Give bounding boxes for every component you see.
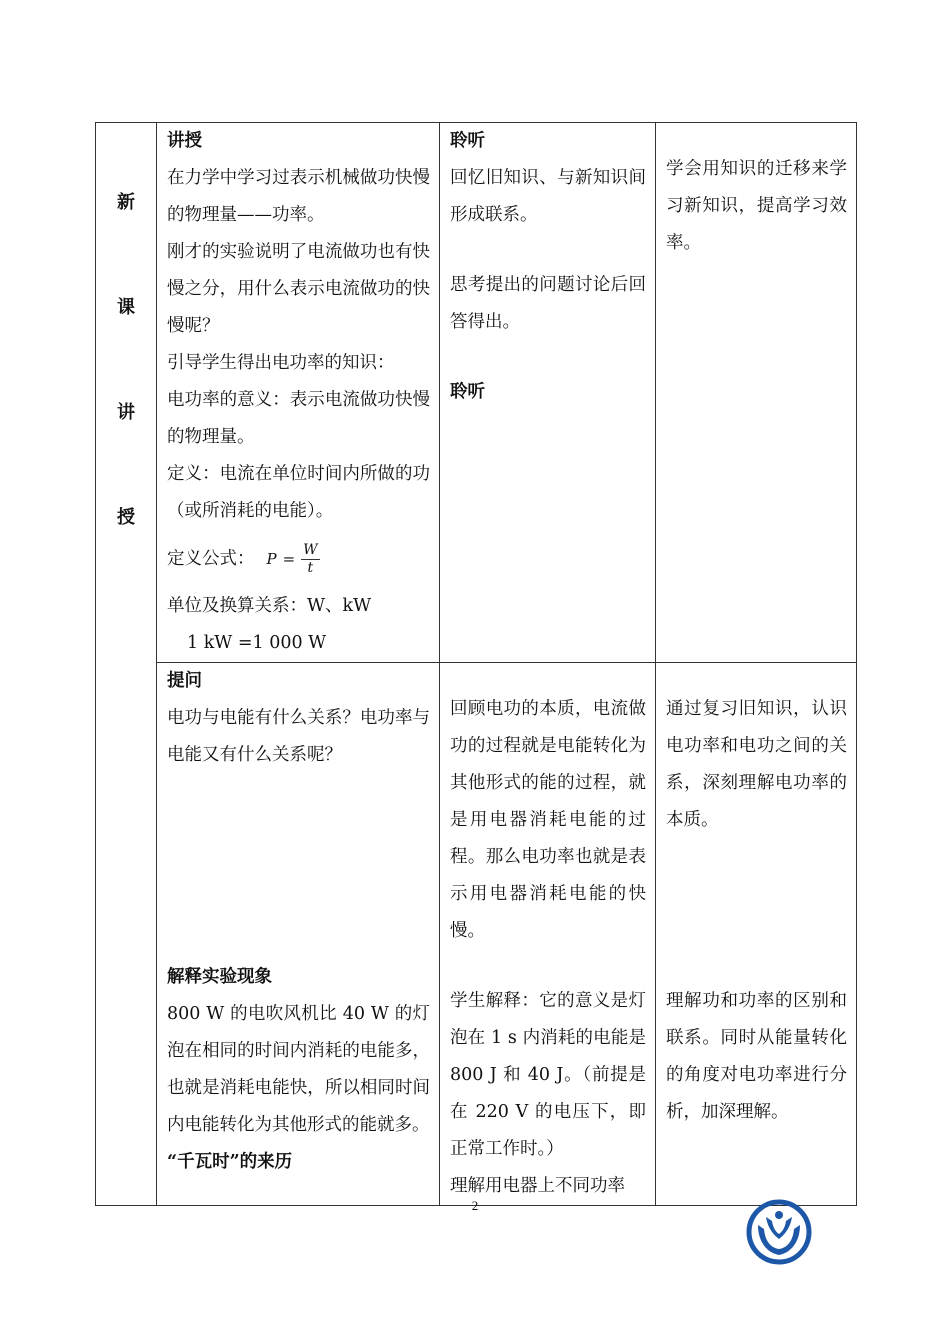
teacher-paragraph: 引导学生得出电功率的知识： <box>167 353 395 373</box>
formula-numerator: W <box>303 541 318 558</box>
teacher-paragraph: 刚才的实验说明了电流做功也有快慢之分，用什么表示电流做功的快慢呢？ <box>167 242 430 336</box>
section-char: 授 <box>117 507 135 528</box>
conversion-line: 1 kW =1 000 W <box>187 633 327 653</box>
student-activity-cell <box>440 663 656 1206</box>
teacher-activity-cell <box>157 123 440 663</box>
teacher-activity-cell <box>157 663 440 1206</box>
teacher-heading: “千瓦时”的来历 <box>167 1152 293 1172</box>
table-row <box>96 123 857 663</box>
student-text: 回忆旧知识、与新知识间形成联系。 <box>450 168 646 225</box>
teacher-heading: 提问 <box>167 671 202 691</box>
intent-text: 学会用知识的迁移来学习新知识，提高学习效率。 <box>666 159 847 253</box>
formula-line <box>167 530 430 588</box>
intent-text: 通过复习旧知识，认识电功率和电功之间的关系，深刻理解电功率的本质。 <box>666 699 847 830</box>
formula-equals: = <box>282 549 296 568</box>
teacher-paragraph: 定义：电流在单位时间内所做的功（或所消耗的电能）。 <box>167 464 430 521</box>
student-text: 学生解释：它的意义是灯泡在 1 s 内消耗的电能是 800 J 和 40 J。（前提是在 220 V 的电压下，即正常工作时。） <box>450 991 646 1159</box>
section-char: 课 <box>117 297 135 318</box>
intent-text: 理解功和功率的区别和联系。同时从能量转化的角度对电功率进行分析，加深理解。 <box>666 991 847 1122</box>
teacher-explanation: 800 W 的电吹风机比 40 W 的灯泡在相同的时间内消耗的电能多，也就是消耗电能快，所以相同时间内电能转化为其他形式的能就多。 <box>167 1004 430 1135</box>
student-text: 回顾电功的本质，电流做功的过程就是电能转化为其他形式的能的过程，就是用电器消耗电能的过程。那么电功率也就是表示用电器消耗电能的快慢。 <box>450 699 646 941</box>
formula-denominator: t <box>307 559 314 576</box>
teacher-question: 电功与电能有什么关系？电功率与电能又有什么关系呢？ <box>167 708 430 765</box>
school-emblem-icon <box>746 1199 812 1265</box>
section-char: 新 <box>117 192 135 213</box>
design-intent-cell <box>656 123 857 663</box>
lesson-plan-table <box>95 122 857 1206</box>
student-activity-cell <box>440 123 656 663</box>
table-row <box>96 663 857 1206</box>
design-intent-cell <box>656 663 857 1206</box>
formula-fraction <box>301 542 319 577</box>
teacher-heading: 讲授 <box>167 131 202 151</box>
formula-lhs: P <box>266 549 277 568</box>
page-number: 2 <box>471 1198 479 1213</box>
teacher-paragraph: 电功率的意义：表示电流做功快慢的物理量。 <box>167 390 430 447</box>
student-heading: 聆听 <box>450 131 485 151</box>
section-label-cell <box>96 123 157 1206</box>
formula-label: 定义公式： <box>167 548 255 569</box>
teacher-heading: 解释实验现象 <box>167 967 272 987</box>
teacher-paragraph: 在力学中学习过表示机械做功快慢的物理量——功率。 <box>167 168 430 225</box>
units-line: 单位及换算关系：W、kW <box>167 596 372 616</box>
student-text: 理解用电器上不同功率 <box>450 1176 625 1196</box>
student-heading: 聆听 <box>450 382 485 402</box>
section-char: 讲 <box>117 402 135 423</box>
student-text: 思考提出的问题讨论后回答得出。 <box>450 275 646 332</box>
